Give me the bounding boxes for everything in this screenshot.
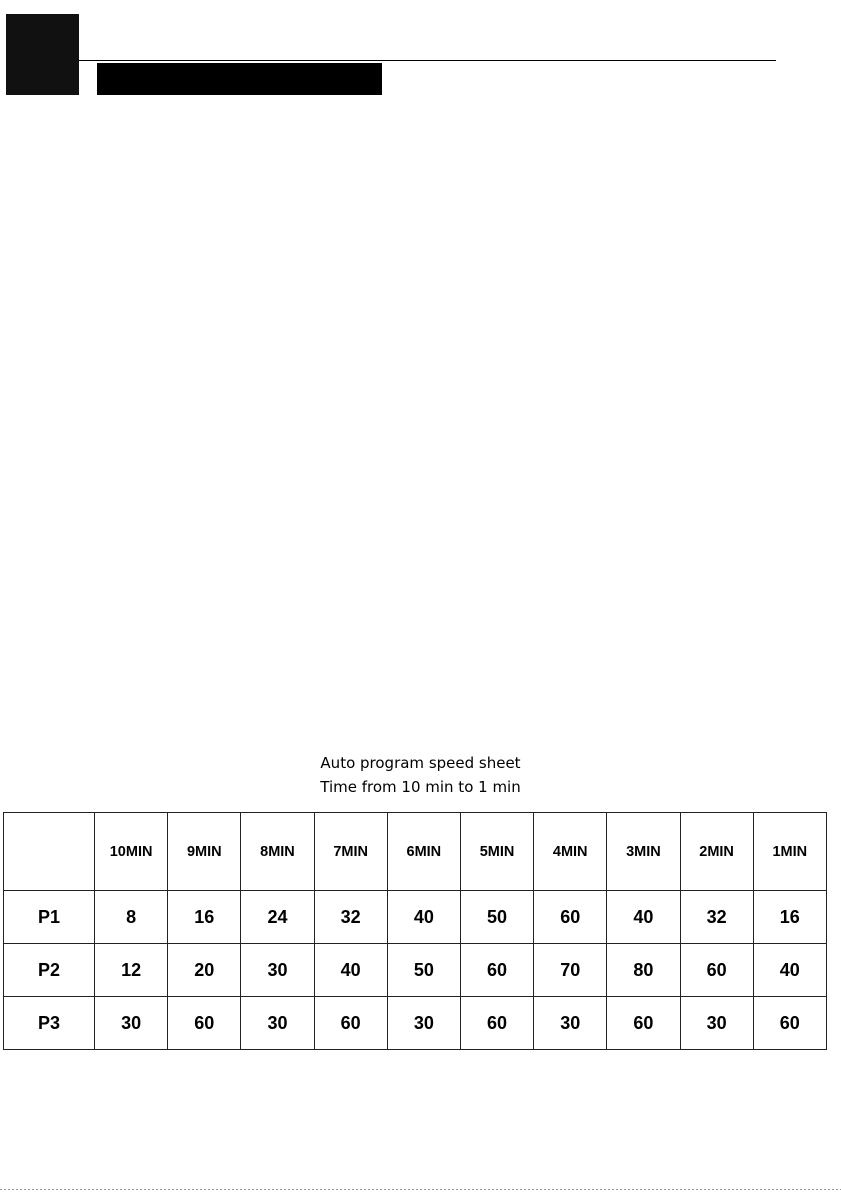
header-rule [79,60,776,61]
table-row [4,891,827,944]
table-cell: 40 [753,944,826,997]
column-header: 9MIN [168,813,241,891]
table-cell: 30 [680,997,753,1050]
table-cell: 30 [241,997,314,1050]
table-cell: 40 [314,944,387,997]
table-cell: 80 [607,944,680,997]
row-label: P1 [4,891,95,944]
table-cell: 30 [241,944,314,997]
table-cell: 32 [314,891,387,944]
column-header: 6MIN [387,813,460,891]
column-header: 10MIN [95,813,168,891]
column-header: 4MIN [534,813,607,891]
table-cell: 60 [534,891,607,944]
table-cell: 40 [607,891,680,944]
column-header: 8MIN [241,813,314,891]
column-header: 7MIN [314,813,387,891]
table-cell: 16 [168,891,241,944]
table-cell: 8 [95,891,168,944]
table-cell: 12 [95,944,168,997]
table-cell: 50 [460,891,533,944]
caption-title: Auto program speed sheet [320,754,521,772]
table-cell: 70 [534,944,607,997]
table-cell: 60 [607,997,680,1050]
table-cell: 60 [314,997,387,1050]
speed-sheet-caption [0,751,841,799]
section-title-bar [97,63,382,95]
table-cell: 24 [241,891,314,944]
table-cell: 32 [680,891,753,944]
table-row [4,944,827,997]
speed-table [3,812,827,1050]
corner-cell [4,813,95,891]
table-cell: 60 [460,944,533,997]
column-header: 2MIN [680,813,753,891]
caption-subtitle: Time from 10 min to 1 min [320,778,521,796]
table-header-row [4,813,827,891]
row-label: P3 [4,997,95,1050]
table-cell: 40 [387,891,460,944]
table-cell: 30 [387,997,460,1050]
row-label: P2 [4,944,95,997]
table-cell: 60 [680,944,753,997]
table-cell: 50 [387,944,460,997]
table-cell: 16 [753,891,826,944]
page-corner-block [6,14,79,95]
column-header: 1MIN [753,813,826,891]
column-header: 3MIN [607,813,680,891]
table-cell: 30 [95,997,168,1050]
table-cell: 60 [168,997,241,1050]
table-cell: 60 [753,997,826,1050]
table-cell: 30 [534,997,607,1050]
table-cell: 60 [460,997,533,1050]
column-header: 5MIN [460,813,533,891]
page-bottom-edge [0,1189,841,1190]
table-cell: 20 [168,944,241,997]
table-row [4,997,827,1050]
